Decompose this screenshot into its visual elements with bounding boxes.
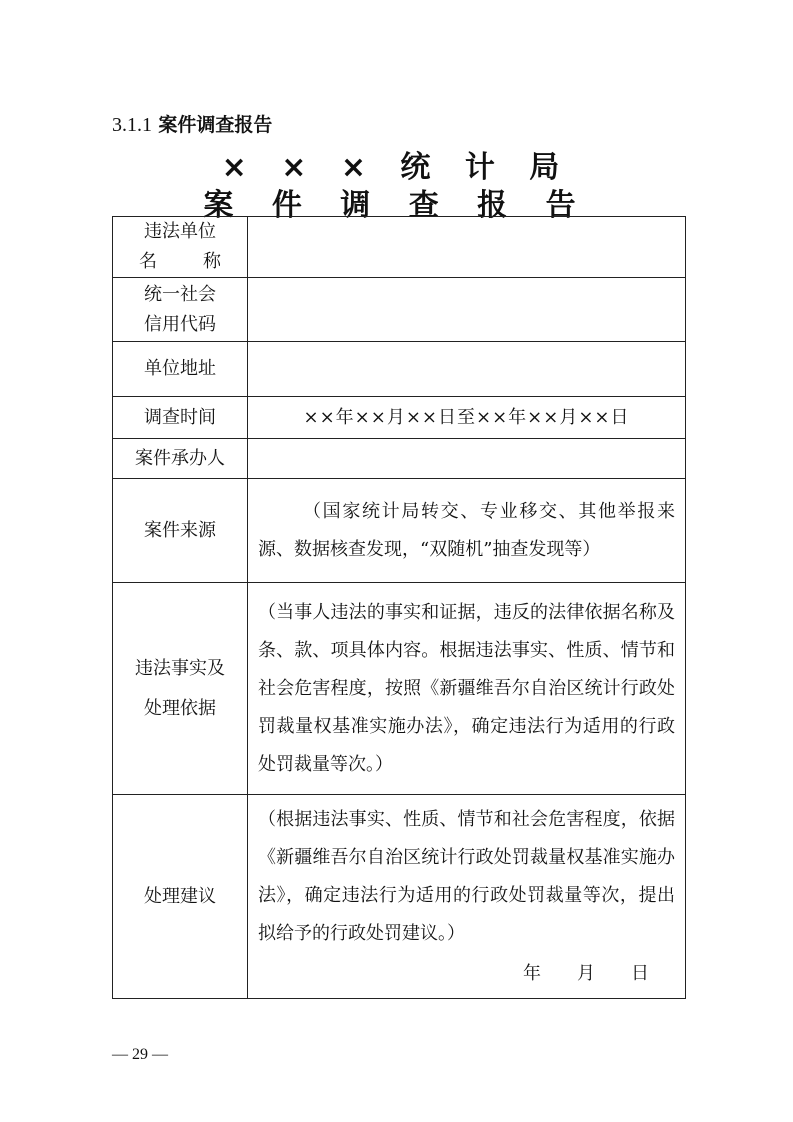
- row-facts: [113, 583, 686, 795]
- label-credit-code-line1: 统一社会: [144, 283, 216, 305]
- label-suggestion: 处理建议: [113, 795, 248, 999]
- row-credit-code: [113, 278, 686, 342]
- report-form-table: [112, 216, 686, 999]
- document-title-line1: × × × 统 计 局: [221, 150, 572, 185]
- label-unit-name-char2: 称: [203, 251, 221, 272]
- row-unit-name: [113, 217, 686, 278]
- field-handler[interactable]: [248, 439, 686, 479]
- field-source[interactable]: （国家统计局转交、专业移交、其他举报来源、数据核查发现，“双随机”抽查发现等）: [248, 479, 686, 583]
- label-facts-line1: 违法事实及: [135, 657, 225, 679]
- row-handler: [113, 439, 686, 479]
- field-suggestion[interactable]: （根据违法事实、性质、情节和社会危害程度，依据《新疆维吾尔自治区统计行政处罚裁量权基准实施办法》，确定违法行为适用的行政处罚裁量等次，提出拟给予的行政处罚建议。）: [258, 808, 675, 944]
- label-source: 案件来源: [113, 479, 248, 583]
- label-address: 单位地址: [113, 342, 248, 397]
- field-facts[interactable]: （当事人违法的事实和证据，违反的法律依据名称及条、款、项具体内容。根据违法事实、性质、情节和社会危害程度，按照《新疆维吾尔自治区统计行政处罚裁量权基准实施办法》，确定违法行为适用的行政处罚裁量等次。）: [248, 583, 686, 795]
- label-unit-name-line2: [139, 247, 221, 277]
- label-facts: [113, 583, 248, 795]
- row-suggestion: [113, 795, 686, 999]
- row-source: [113, 479, 686, 583]
- row-address: [113, 342, 686, 397]
- label-facts-line2: 处理依据: [144, 697, 216, 719]
- field-suggestion-cell: [248, 795, 686, 999]
- label-credit-code: [113, 278, 248, 342]
- document-title-line2: 案 件 调 查 报 告: [203, 188, 590, 223]
- label-handler: 案件承办人: [113, 439, 248, 479]
- page-number: — 29 —: [112, 1046, 168, 1063]
- label-unit-name-line1: 违法单位: [144, 221, 216, 242]
- row-investigation-time: [113, 397, 686, 439]
- section-heading: [112, 110, 272, 137]
- label-unit-name: [113, 217, 248, 278]
- label-credit-code-line2: 信用代码: [144, 313, 216, 335]
- field-unit-name[interactable]: [248, 217, 686, 278]
- field-address[interactable]: [248, 342, 686, 397]
- label-unit-name-char1: 名: [139, 251, 157, 272]
- field-investigation-time[interactable]: ××年××月××日至××年××月××日: [248, 397, 686, 439]
- section-number: 3.1.1: [112, 114, 152, 136]
- suggestion-date: 年 月 日: [523, 962, 649, 984]
- label-investigation-time: 调查时间: [113, 397, 248, 439]
- field-credit-code[interactable]: [248, 278, 686, 342]
- section-title: 案件调查报告: [158, 114, 273, 136]
